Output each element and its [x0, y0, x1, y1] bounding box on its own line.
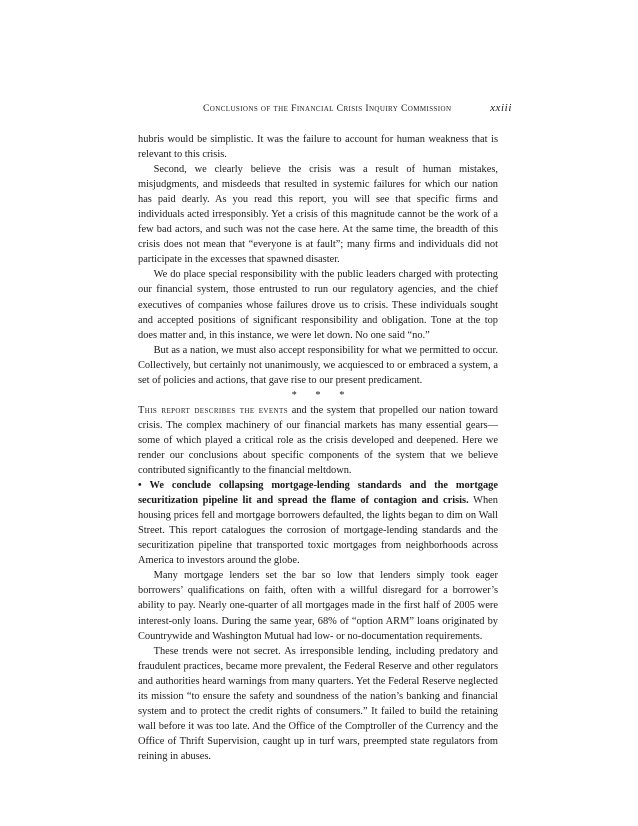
- running-header: [138, 103, 512, 119]
- page-number: xxiii: [490, 102, 512, 114]
- small-caps-lead-in: This report describes the events: [138, 404, 288, 416]
- paragraph: But as a nation, we must also accept responsibility for what we permitted to occur. Collectively, but certainly not unanimously, we acquiesced to or embraced a system, a set of policies and actions, that gave rise to our present predicament.: [138, 344, 498, 386]
- running-title: Conclusions of the Financial Crisis Inquiry Commission: [203, 103, 452, 114]
- bullet-icon: •: [138, 480, 142, 492]
- paragraph: Many mortgage lenders set the bar so low that lenders simply took eager borrowers’ qualifications on faith, often with a willful disregard for a borrower’s ability to pay. Nearly one-quarter of all mortgages made in the first half of 2005 were interest-only loans. During the same year, 68% of “option ARM” loans originated by Countrywide and Washington Mutual had low- or no-documentation requirements.: [138, 570, 498, 642]
- paragraph-text: When housing prices fell and mortgage borrowers defaulted, the lights began to dim on Wall Street. This report catalogues the corrosion of mortgage-lending standards and the securitization pipeline that transported toxic mortgages from neighborhoods across America to investors around the globe.: [138, 495, 498, 567]
- body-text: [138, 132, 498, 764]
- section-intro-paragraph: [138, 403, 498, 478]
- section-break: * * *: [291, 389, 353, 401]
- finding-paragraph: [138, 478, 498, 568]
- finding-heading: We conclude collapsing mortgage-lending standards and the mortgage securitization pipeline lit and spread the flame of contagion and crisis.: [138, 480, 498, 507]
- paragraph-text: and the system that propelled our nation toward crisis. The complex machinery of our financial markets has many essential gears—some of which played a critical role as the crisis developed and deepened. Here we render our conclusions about specific components of the system that we believe contributed significantly to the financial meltdown.: [138, 404, 499, 477]
- paragraph: These trends were not secret. As irresponsible lending, including predatory and fraudulent practices, became more prevalent, the Federal Reserve and other regulators and authorities heard warnings from many quarters. Yet the Federal Reserve neglected its mission “to ensure the safety and soundness of the nation’s banking and financial system and to protect the credit rights of consumers.” It failed to build the retaining wall before it was too late. And the Office of the Comptroller of the Currency and the Office of Thrift Supervision, caught up in turf wars, preempted state regulators from reining in abuses.: [138, 645, 498, 762]
- paragraph: We do place special responsibility with the public leaders charged with protecting our financial system, those entrusted to run our regulatory agencies, and the chief executives of companies whose failures drove us to crisis. These individuals sought and accepted positions of significant responsibility and obligation. Tone at the top does matter and, in this instance, we were let down. No one said “no.”: [138, 269, 498, 341]
- paragraph: Second, we clearly believe the crisis was a result of human mistakes, misjudgments, and misdeeds that resulted in systemic failures for which our nation has paid dearly. As you read this report, you will see that specific firms and individuals acted irresponsibly. Yet a crisis of this magnitude cannot be the work of a few bad actors, and such was not the case here. At the same time, the breadth of this crisis does not mean that “everyone is at fault”; many firms and individuals did not participate in the excesses that spawned disaster.: [138, 164, 498, 266]
- paragraph-continued: hubris would be simplistic. It was the failure to account for human weakness that is relevant to this crisis.: [138, 134, 498, 161]
